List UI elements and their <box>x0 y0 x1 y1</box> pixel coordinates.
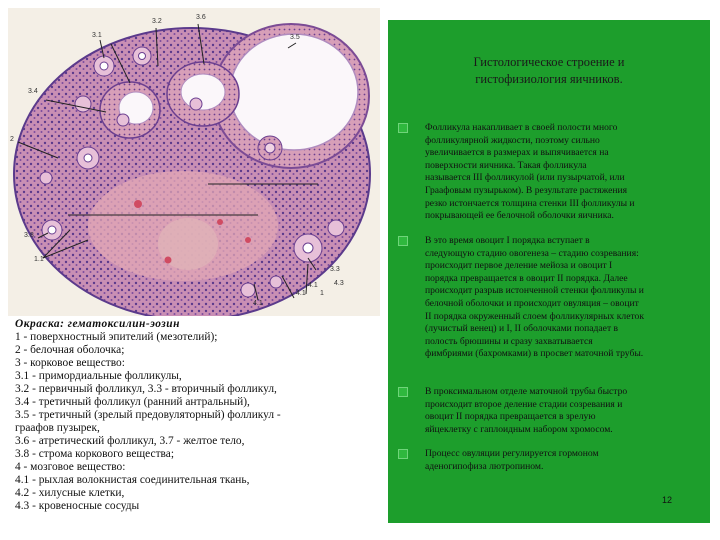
square-bullet-icon <box>398 123 408 133</box>
slide-number: 12 <box>661 495 672 505</box>
bullet-line: называется III фолликулой (или пузырчатой, или <box>425 172 625 184</box>
callout-3-6: 3.6 <box>196 14 206 21</box>
ovary-section-drawing <box>8 8 380 316</box>
bullet-item <box>388 235 656 361</box>
callout-4-3: 4.3 <box>334 280 344 287</box>
bullet-item <box>388 386 639 436</box>
bullet-line: В проксимальном отделе маточной трубы быстро <box>425 386 628 397</box>
bullet-line: фимбриями (бахромками) в просвет маточной трубы. <box>425 348 644 360</box>
title-line: гистофизиология яичников. <box>475 72 623 86</box>
square-bullet-icon <box>398 236 408 246</box>
bullet-line: аденогипофиза лютропином. <box>425 460 544 472</box>
legend-line: 3 - корковое вещество: <box>15 357 125 369</box>
bullet-line: яйцеклетку с гаплоидным набором хромосом. <box>425 423 613 435</box>
bullet-line: Граафовым пузырьком). В результате растяжения <box>425 184 628 196</box>
callout-2: 2 <box>10 136 14 143</box>
legend-line: 3.5 - третичный (зрелый предовуляторный) фолликул - <box>15 409 281 421</box>
bullet-line: полость брюшины и сразу захватывается <box>425 335 593 347</box>
callout-4-1-b: 4.1 <box>296 290 306 297</box>
legend-line: 4.2 - хилусные клетки, <box>15 487 125 499</box>
stain-caption: Окраска: гематоксилин-эозин <box>15 318 180 330</box>
legend-line: 4.3 - кровеносные сосуды <box>15 500 140 512</box>
legend-line: 3.8 - строма коркового вещества; <box>15 448 174 460</box>
callout-1: 1 <box>320 290 324 297</box>
callout-3-5: 3.5 <box>290 34 300 41</box>
bullet-line: происходит разрыв истонченной стенки фолликулы и <box>425 285 644 297</box>
callout-3-4: 3.4 <box>28 88 38 95</box>
slide-title <box>388 54 710 88</box>
ovary-histology-figure <box>8 8 380 316</box>
bullet-line: покрывающей ее белочной оболочки яичника. <box>425 210 614 222</box>
title-line: Гистологическое строение и <box>473 55 625 69</box>
callout-1-1: 1.1 <box>34 256 44 263</box>
bullet-line: происходит первое деление мейоза и овоцит I <box>425 260 613 272</box>
callout-3-2: 3.2 <box>152 18 162 25</box>
callout-3-1: 3.1 <box>92 32 102 39</box>
callout-4-1-a: 4.1 <box>253 300 263 307</box>
bullet-line: овоцит II порядка превращается в зрелую <box>425 411 596 423</box>
bullet-line: Фолликула накапливает в своей полости много <box>425 122 618 133</box>
callout-4-1-c: 4.1 <box>308 282 318 289</box>
legend-line: 4.1 - рыхлая волокнистая соединительная ткань, <box>15 474 250 486</box>
legend-line: 1 - поверхностный эпителий (мезотелий); <box>15 331 218 343</box>
bullet-line: резко истончается толщина стенки III фолликулы и <box>425 197 635 209</box>
bullet-line: В это время овоцит I порядка вступает в <box>425 235 590 246</box>
bullet-line: поверхности яичника. Такая фолликула <box>425 159 587 171</box>
bullet-item <box>388 448 611 473</box>
text-panel <box>388 20 710 523</box>
square-bullet-icon <box>398 449 408 459</box>
bullet-line: Процесс овуляции регулируется гормоном <box>425 448 599 459</box>
bullet-line: (лучистый венец) и I, II оболочками попадает в <box>425 323 619 335</box>
callout-3-8: 3.8 <box>24 232 34 239</box>
legend-line: 3.6 - атретический фолликул, 3.7 - желтое тело, <box>15 435 245 447</box>
bullet-line: следующую стадию овогенеза – стадию созревания: <box>425 247 639 259</box>
bullet-line: II порядка окруженный слоем фолликулярных клеток <box>425 310 644 322</box>
legend-line: 3.1 - примордиальные фолликулы, <box>15 370 182 382</box>
bullet-line: белочной оболочки и происходит овуляция – овоцит <box>425 297 639 309</box>
square-bullet-icon <box>398 387 408 397</box>
legend-line: 2 - белочная оболочка; <box>15 344 125 356</box>
bullet-line: увеличивается в размерах и выпячивается на <box>425 147 609 159</box>
callout-3-3: 3.3 <box>330 266 340 273</box>
bullet-line: порядка превращается в овоцит II порядка. Далее <box>425 272 628 284</box>
bullet-line: происходит второе деление стадии созревания и <box>425 398 623 410</box>
legend-line: 3.2 - первичный фолликул, 3.3 - вторичный фолликул, <box>15 383 277 395</box>
legend-line: 3.4 - третичный фолликул (ранний антральный), <box>15 396 250 408</box>
bullet-item <box>388 122 647 223</box>
bullet-line: фолликулярной жидкости, поэтому сильно <box>425 134 600 146</box>
legend-line: 4 - мозговое вещество: <box>15 461 126 473</box>
figure-legend <box>15 318 385 513</box>
legend-line: граафов пузырек, <box>15 422 100 434</box>
